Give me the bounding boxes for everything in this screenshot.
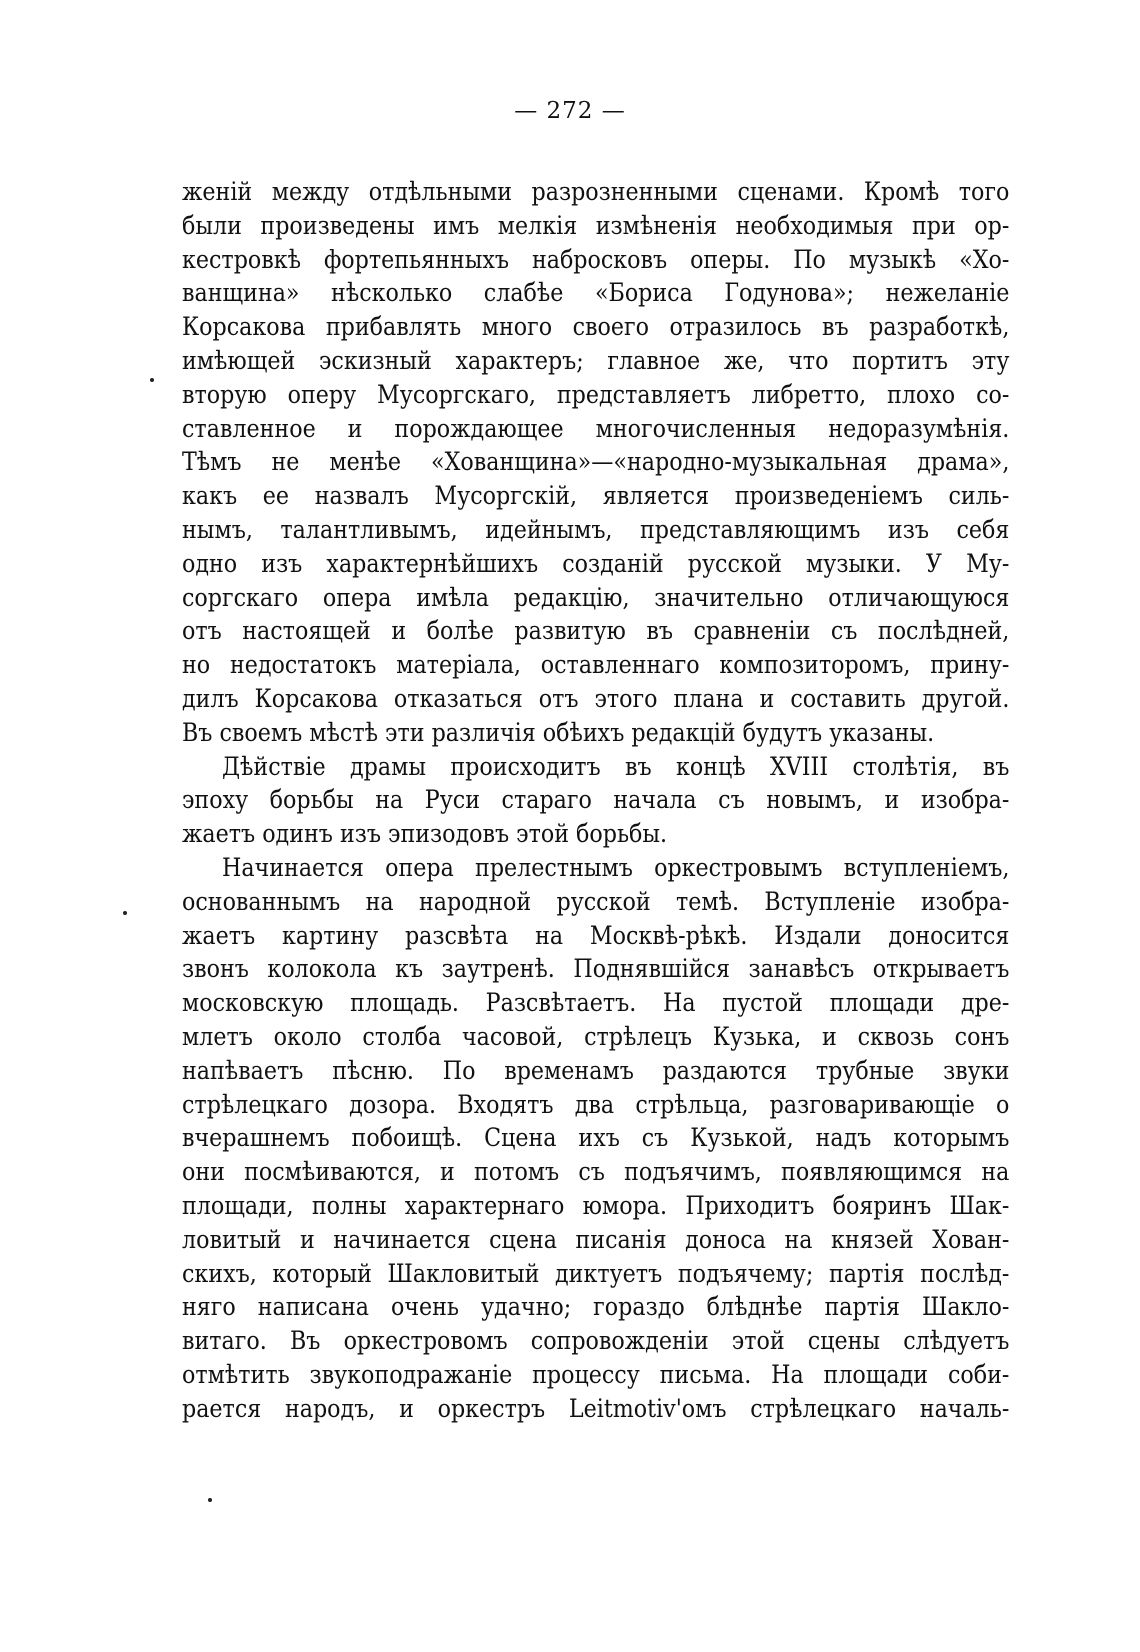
page-number: — 272 —: [514, 98, 626, 124]
text-line: жаетъ картину разсвѣта на Москвѣ-рѣкѣ. Издали доносится: [182, 920, 1010, 951]
text-line: кестровкѣ фортепьянныхъ набросковъ оперы. По музыкѣ «Хо-: [182, 244, 1010, 275]
paragraph: [182, 852, 1010, 1427]
text-line: какъ ее назвалъ Мусоргскій, является произведеніемъ силь-: [182, 481, 1010, 512]
text-line: Начинается опера прелестнымъ оркестровымъ вступленіемъ,: [222, 852, 1010, 883]
text-line: одно изъ характернѣйшихъ созданій русской музыки. У Му-: [182, 548, 1010, 579]
text-line: жаетъ одинъ изъ эпизодовъ этой борьбы.: [182, 819, 668, 850]
text-line: соргскаго опера имѣла редакцію, значительно отличающуюся: [182, 582, 1010, 613]
body-text: [182, 176, 1010, 1426]
text-line: няго написана очень удачно; гораздо блѣднѣе партія Шакло-: [182, 1292, 1010, 1323]
ink-speck: [123, 911, 127, 915]
text-line: стрѣлецкаго дозора. Входятъ два стрѣльца, разговаривающіе о: [182, 1089, 1010, 1120]
text-line: были произведены имъ мелкія измѣненія необходимыя при ор-: [182, 210, 1010, 241]
text-line: вторую оперу Мусоргскаго, представляетъ либретто, плохо со-: [182, 379, 1010, 410]
text-line: млетъ около столба часовой, стрѣлецъ Кузька, и сквозь сонъ: [182, 1021, 1010, 1052]
text-line: площади, полны характернаго юмора. Приходитъ бояринъ Шак-: [182, 1190, 1010, 1221]
text-line: Корсакова прибавлять много своего отразилось въ разработкѣ,: [182, 312, 1010, 343]
text-line: напѣваетъ пѣсню. По временамъ раздаются трубные звуки: [182, 1055, 1010, 1086]
text-line: ванщина» нѣсколько слабѣе «Бориса Годунова»; нежеланіе: [182, 278, 1010, 309]
ink-speck: [150, 378, 154, 382]
text-line: скихъ, который Шакловитый диктуетъ подъячему; партія послѣд-: [182, 1258, 1010, 1289]
paragraph: [182, 176, 1010, 751]
text-line: эпоху борьбы на Руси стараго начала съ новымъ, и изобра-: [182, 785, 1010, 816]
text-line: имѣющей эскизный характеръ; главное же, что портитъ эту: [182, 345, 1010, 376]
text-line: Дѣйствіе драмы происходитъ въ концѣ XVIII столѣтія, въ: [222, 751, 1010, 782]
text-line: вчерашнемъ побоищѣ. Сцена ихъ съ Кузькой, надъ которымъ: [182, 1123, 1010, 1154]
text-line: нымъ, талантливымъ, идейнымъ, представляющимъ изъ себя: [182, 514, 1010, 545]
ink-speck: [208, 1498, 212, 1502]
text-line: Въ своемъ мѣстѣ эти различія обѣихъ редакцій будутъ указаны.: [182, 717, 935, 748]
text-line: ставленное и порождающее многочисленныя недоразумѣнія.: [182, 413, 1010, 444]
text-line: они посмѣиваются, и потомъ съ подъячимъ, появляющимся на: [182, 1157, 1010, 1188]
paragraph: [182, 751, 1010, 852]
text-line: основаннымъ на народной русской темѣ. Вступленіе изобра-: [182, 886, 1010, 917]
text-line: но недостатокъ матеріала, оставленнаго композиторомъ, прину-: [182, 650, 1010, 681]
text-line: отъ настоящей и болѣе развитую въ сравненіи съ послѣдней,: [182, 616, 1010, 647]
text-line: витаго. Въ оркестровомъ сопровожденіи этой сцены слѣдуетъ: [182, 1326, 1010, 1357]
text-line: отмѣтить звукоподражаніе процессу письма. На площади соби-: [182, 1359, 1010, 1390]
text-line: московскую площадь. Разсвѣтаетъ. На пустой площади дре-: [182, 988, 1010, 1019]
text-line: женій между отдѣльными разрозненными сценами. Кромѣ того: [182, 177, 1010, 207]
text-line: ловитый и начинается сцена писанія доноса на князей Хован-: [182, 1224, 1010, 1255]
text-line: рается народъ, и оркестръ Leitmotiv'омъ стрѣлецкаго началь-: [182, 1393, 1010, 1424]
text-line: дилъ Корсакова отказаться отъ этого плана и составить другой.: [182, 683, 1010, 714]
text-line: Тѣмъ не менѣе «Хованщина»—«народно-музыкальная драма»,: [182, 447, 1010, 478]
text-line: звонъ колокола къ заутренѣ. Поднявшійся занавѣсъ открываетъ: [182, 954, 1010, 985]
